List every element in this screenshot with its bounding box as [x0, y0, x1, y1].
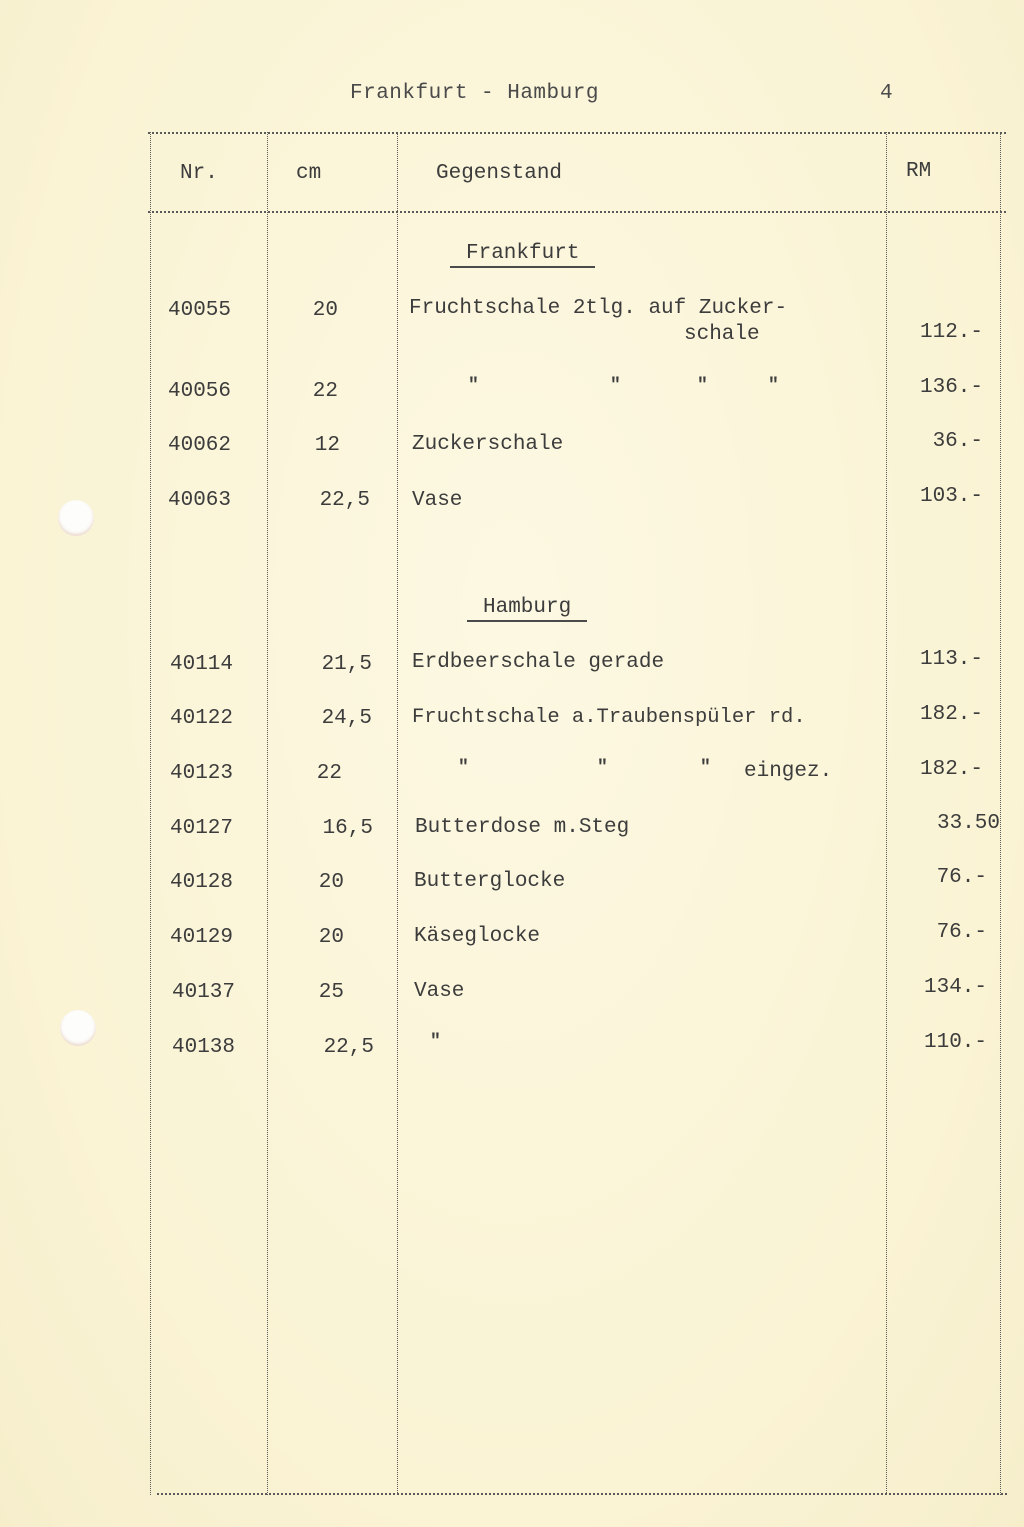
row-item: Erdbeerschale gerade	[412, 651, 665, 674]
row-nr: 40129	[170, 926, 234, 949]
ditto-mark: "	[468, 376, 479, 396]
row-rm: 136.-	[919, 376, 983, 399]
row-rm: 182.-	[919, 758, 983, 781]
ditto-mark: "	[768, 376, 779, 396]
row-cm: 22,5	[319, 489, 370, 512]
section-heading-frankfurt: Frankfurt	[450, 242, 595, 268]
column-header-cm: cm	[296, 162, 322, 185]
row-cm: 20	[318, 926, 344, 949]
column-header-rm: RM	[906, 160, 932, 183]
row-nr: 40127	[170, 817, 234, 840]
row-nr: 40056	[168, 380, 232, 403]
column-header-nr: Nr.	[180, 162, 218, 185]
row-rm: 33.50	[936, 812, 1000, 835]
row-item: Fruchtschale 2tlg. auf Zucker-	[409, 297, 788, 320]
row-nr: 40055	[168, 299, 232, 322]
row-item: Käseglocke	[414, 925, 541, 948]
column-header-gegenstand: Gegenstand	[436, 162, 563, 185]
row-nr: 40138	[172, 1036, 236, 1059]
table-bottom-border	[157, 1493, 1007, 1495]
row-item: Fruchtschale a.Traubenspüler rd.	[412, 706, 806, 729]
row-rm: 182.-	[919, 703, 983, 726]
row-cm: 20	[312, 299, 338, 322]
row-cm: 22	[312, 380, 338, 403]
page-number: 4	[880, 82, 893, 105]
table-right-border	[1000, 132, 1001, 1495]
row-item: Zuckerschale	[412, 433, 564, 456]
row-cm: 25	[318, 981, 344, 1004]
row-cm: 21,5	[321, 653, 372, 676]
row-item: Butterglocke	[414, 870, 566, 893]
table-top-border	[148, 132, 1006, 134]
row-rm: 134.-	[923, 976, 987, 999]
ditto-mark: "	[700, 758, 711, 778]
row-item: Vase	[412, 489, 463, 512]
row-nr: 40063	[168, 489, 232, 512]
row-nr: 40122	[170, 707, 234, 730]
row-cm: 16,5	[322, 817, 373, 840]
row-cm: 24,5	[321, 707, 372, 730]
ditto-mark: "	[610, 376, 621, 396]
row-cm: 22,5	[323, 1036, 374, 1059]
row-nr: 40128	[170, 871, 234, 894]
row-rm: 113.-	[919, 648, 983, 671]
row-nr: 40062	[168, 434, 232, 457]
table-left-border	[150, 132, 151, 1495]
row-item-continuation: schale	[684, 323, 760, 346]
ditto-mark: "	[697, 376, 708, 396]
row-cm: 12	[314, 434, 340, 457]
row-rm: 110.-	[923, 1031, 987, 1054]
ditto-mark: "	[458, 758, 469, 778]
row-cm: 20	[318, 871, 344, 894]
ditto-mark: "	[597, 758, 608, 778]
row-nr: 40123	[170, 762, 234, 785]
row-nr: 40114	[170, 653, 234, 676]
row-item: Butterdose m.Steg	[415, 816, 630, 839]
row-rm: 76.-	[936, 921, 987, 944]
row-rm: 36.-	[932, 430, 983, 453]
col-divider-cm-item	[397, 132, 398, 1495]
ditto-mark: "	[430, 1032, 441, 1052]
row-cm: 22	[316, 762, 342, 785]
row-item-suffix: eingez.	[744, 760, 833, 783]
section-heading-hamburg: Hamburg	[467, 596, 587, 622]
row-rm: 76.-	[936, 866, 987, 889]
row-nr: 40137	[172, 981, 236, 1004]
header-bottom-border	[148, 211, 1006, 213]
row-rm: 103.-	[919, 485, 983, 508]
punch-hole-bottom	[60, 1010, 96, 1046]
row-rm: 112.-	[919, 321, 983, 344]
page-title: Frankfurt - Hamburg	[350, 82, 599, 105]
punch-hole-top	[58, 500, 94, 536]
col-divider-nr-cm	[267, 132, 268, 1495]
row-item: Vase	[414, 980, 465, 1003]
